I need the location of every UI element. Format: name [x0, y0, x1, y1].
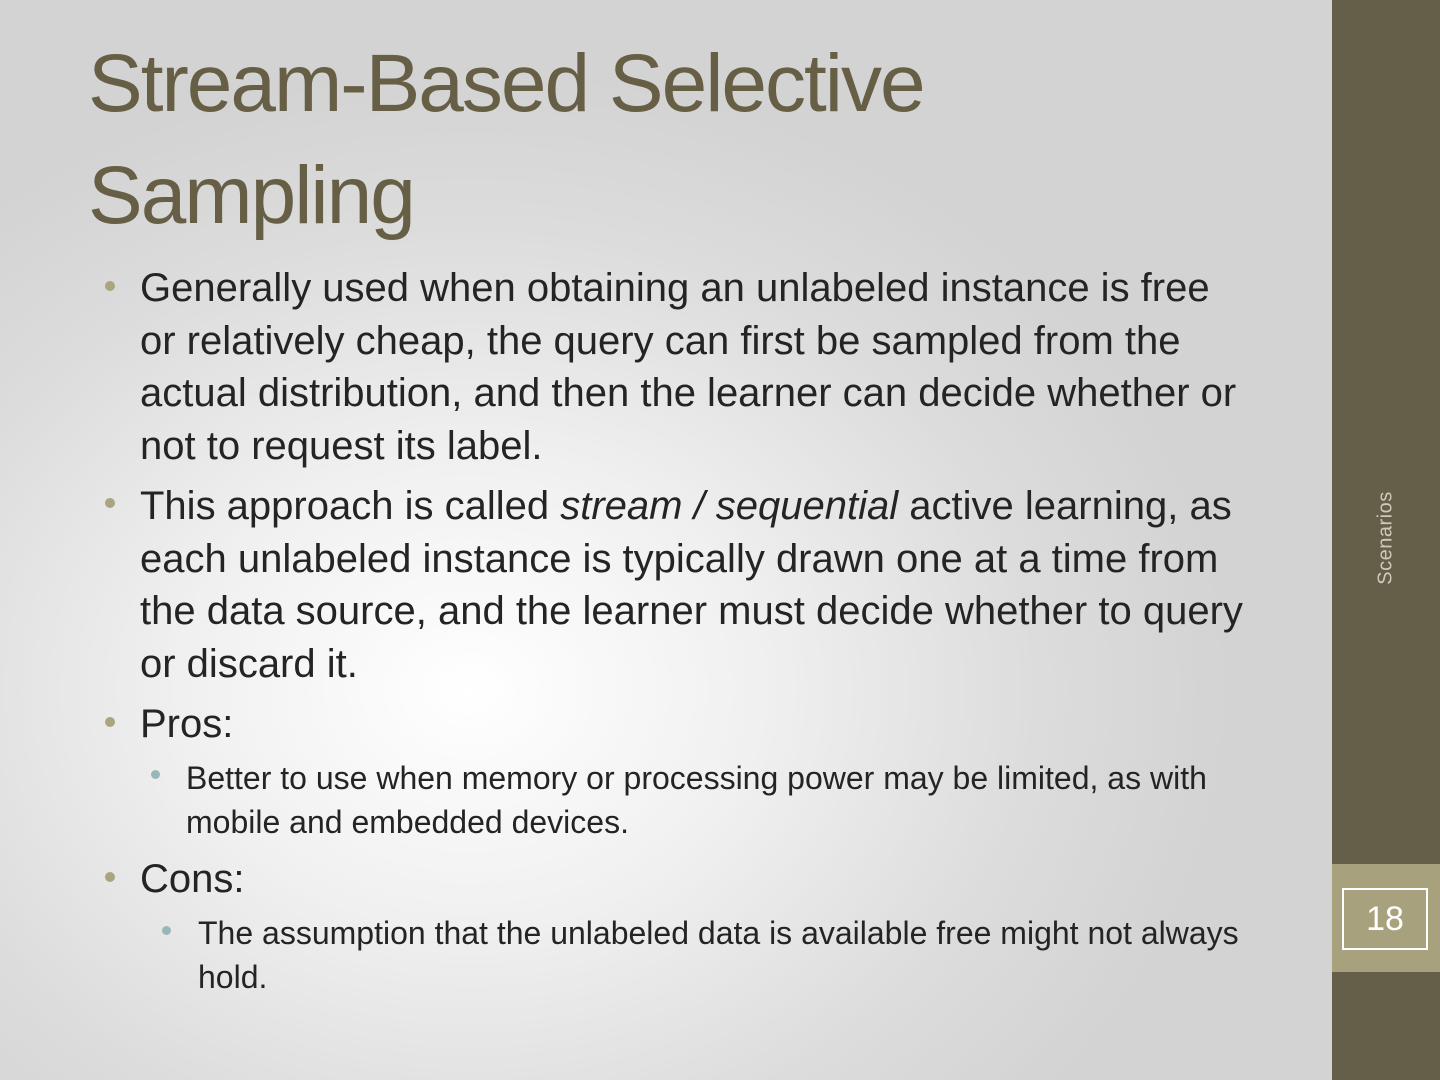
bullet-marker [105, 717, 115, 727]
bullet-2-text-italic: stream / sequential [560, 484, 899, 528]
bullet-marker [105, 498, 115, 508]
sub-bullet-pros: Better to use when memory or processing power may be limited, as with mobile and embedded devices. [186, 760, 1207, 840]
sub-bullet-marker [162, 926, 171, 935]
bullet-item-2 [140, 480, 1250, 690]
title-line-2: Sampling [88, 150, 414, 241]
bullet-marker [105, 872, 115, 882]
bullet-2-text-end: active learning, as each unlabeled instance is typically drawn one at a time from the data source, and the learner must decide whether to query or discard it. [140, 484, 1243, 686]
sub-bullet-cons: The assumption that the unlabeled data is available free might not always hold. [198, 915, 1239, 995]
bullet-item-1: Generally used when obtaining an unlabeled instance is free or relatively cheap, the query can first be sampled from the actual distribution, and then the learner can decide whether or not to request its label. [140, 266, 1237, 468]
bullet-item-cons: Cons: [140, 857, 245, 901]
sub-bullet-marker [151, 770, 160, 779]
slide-number: 18 [1342, 888, 1428, 950]
bullet-2-text-start: This approach is called [140, 484, 561, 528]
bullet-marker [105, 281, 115, 291]
title-line-1: Stream-Based Selective [88, 38, 924, 129]
bullet-item-pros: Pros: [140, 702, 234, 746]
section-label: Scenarios [1374, 491, 1397, 585]
